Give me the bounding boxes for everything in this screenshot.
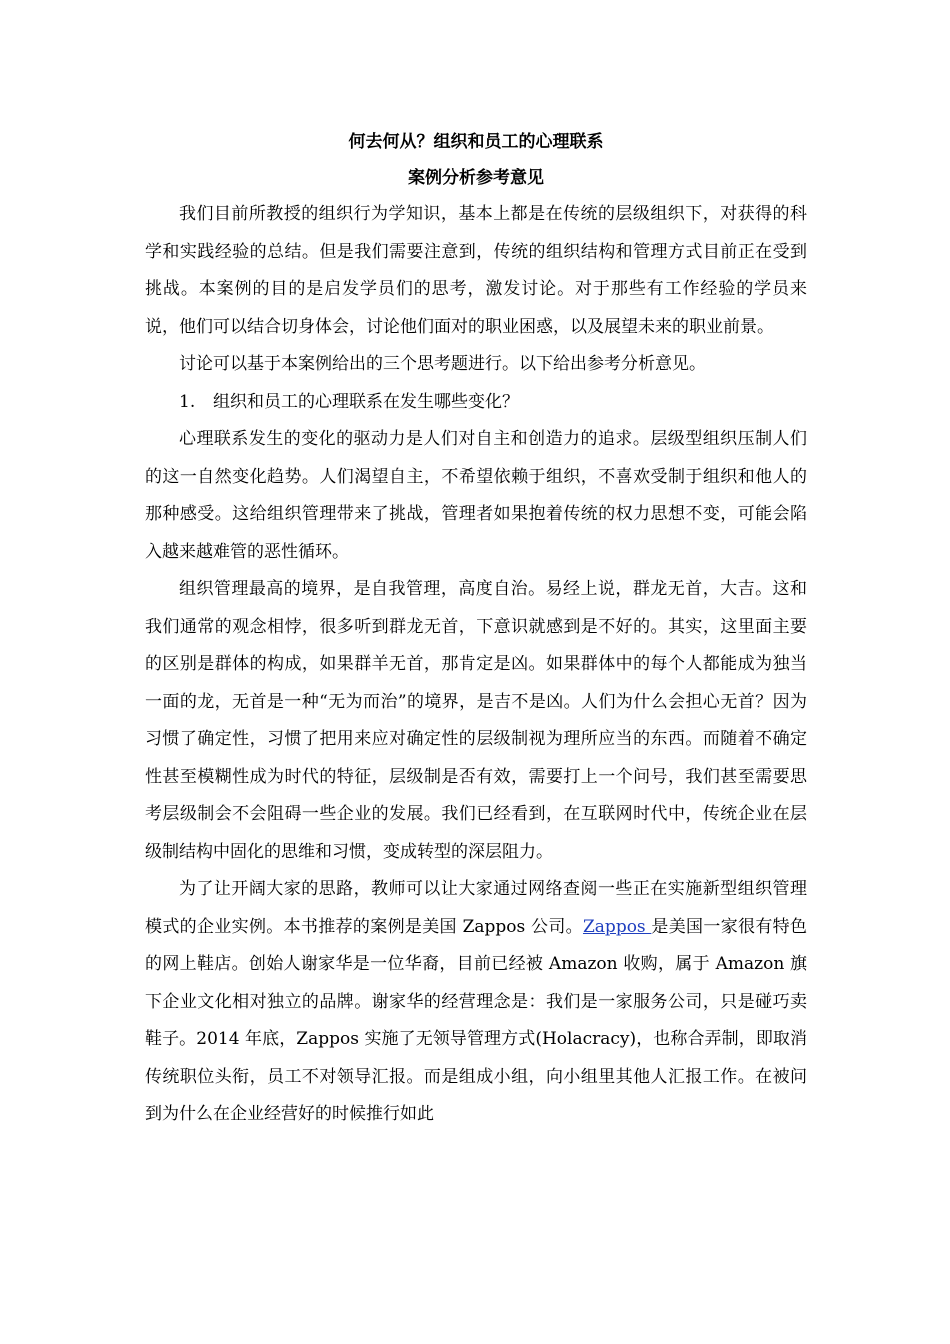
zappos-link[interactable]: Zappos <box>582 916 652 937</box>
document-page <box>145 124 807 1134</box>
paragraph-drivers: 心理联系发生的变化的驱动力是人们对自主和创造力的追求。层级型组织压制人们的这一自然变化趋势。人们渴望自主，不希望依赖于组织，不喜欢受制于组织和他人的那种感受。这给组织管理带来了挑战，管理者如果抱着传统的权力思想不变，可能会陷入越来越难管的恶性循环。 <box>145 429 807 562</box>
document-title: 何去何从？组织和员工的心理联系 <box>348 132 604 152</box>
zappos-text-before: 为了让开阔大家的思路，教师可以让大家通过网络查阅一些正在实施新型组织管理模式的企业实例。本书推荐的案例是美国 Zappos 公司。 <box>145 879 807 937</box>
zappos-text-after: 是美国一家很有特色的网上鞋店。创始人谢家华是一位华裔，目前已经被 Amazon 收购，属于 Amazon 旗下企业文化相对独立的品牌。谢家华的经营理念是：我们是一家服务公司，只是碰巧卖鞋子。2014 年底，Zappos 实施了无领导管理方式(Holacracy)，也称合弄制，即取消传统职位头衔，员工不对领导汇报。而是组成小组，向小组里其他人汇报工作。在被问到为什么在企业经营好的时候推行如此 <box>145 916 807 1124</box>
document-subtitle: 案例分析参考意见 <box>408 168 544 188</box>
question-number: 1. <box>179 391 196 412</box>
question-item-1 <box>145 384 807 422</box>
paragraph-intro: 我们目前所教授的组织行为学知识，基本上都是在传统的层级组织下，对获得的科学和实践经验的总结。但是我们需要注意到，传统的组织结构和管理方式目前正在受到挑战。本案例的目的是启发学员们的思考，激发讨论。对于那些有工作经验的学员来说，他们可以结合切身体会，讨论他们面对的职业困惑，以及展望未来的职业前景。 <box>145 204 807 337</box>
paragraph-discussion: 讨论可以基于本案例给出的三个思考题进行。以下给出参考分析意见。 <box>179 354 706 374</box>
question-text: 组织和员工的心理联系在发生哪些变化？ <box>213 391 519 412</box>
paragraph-zappos <box>145 871 807 1134</box>
paragraph-self-management: 组织管理最高的境界，是自我管理，高度自治。易经上说，群龙无首，大吉。这和我们通常的观念相悖，很多听到群龙无首，下意识就感到是不好的。其实，这里面主要的区别是群体的构成，如果群羊无首，那肯定是凶。如果群体中的每个人都能成为独当一面的龙，无首是一种“无为而治”的境界，是吉不是凶。人们为什么会担心无首？因为习惯了确定性，习惯了把用来应对确定性的层级制视为理所应当的东西。而随着不确定性甚至模糊性成为时代的特征，层级制是否有效，需要打上一个问号，我们甚至需要思考层级制会不会阻碍一些企业的发展。我们已经看到，在互联网时代中，传统企业在层级制结构中固化的思维和习惯，变成转型的深层阻力。 <box>145 579 807 862</box>
